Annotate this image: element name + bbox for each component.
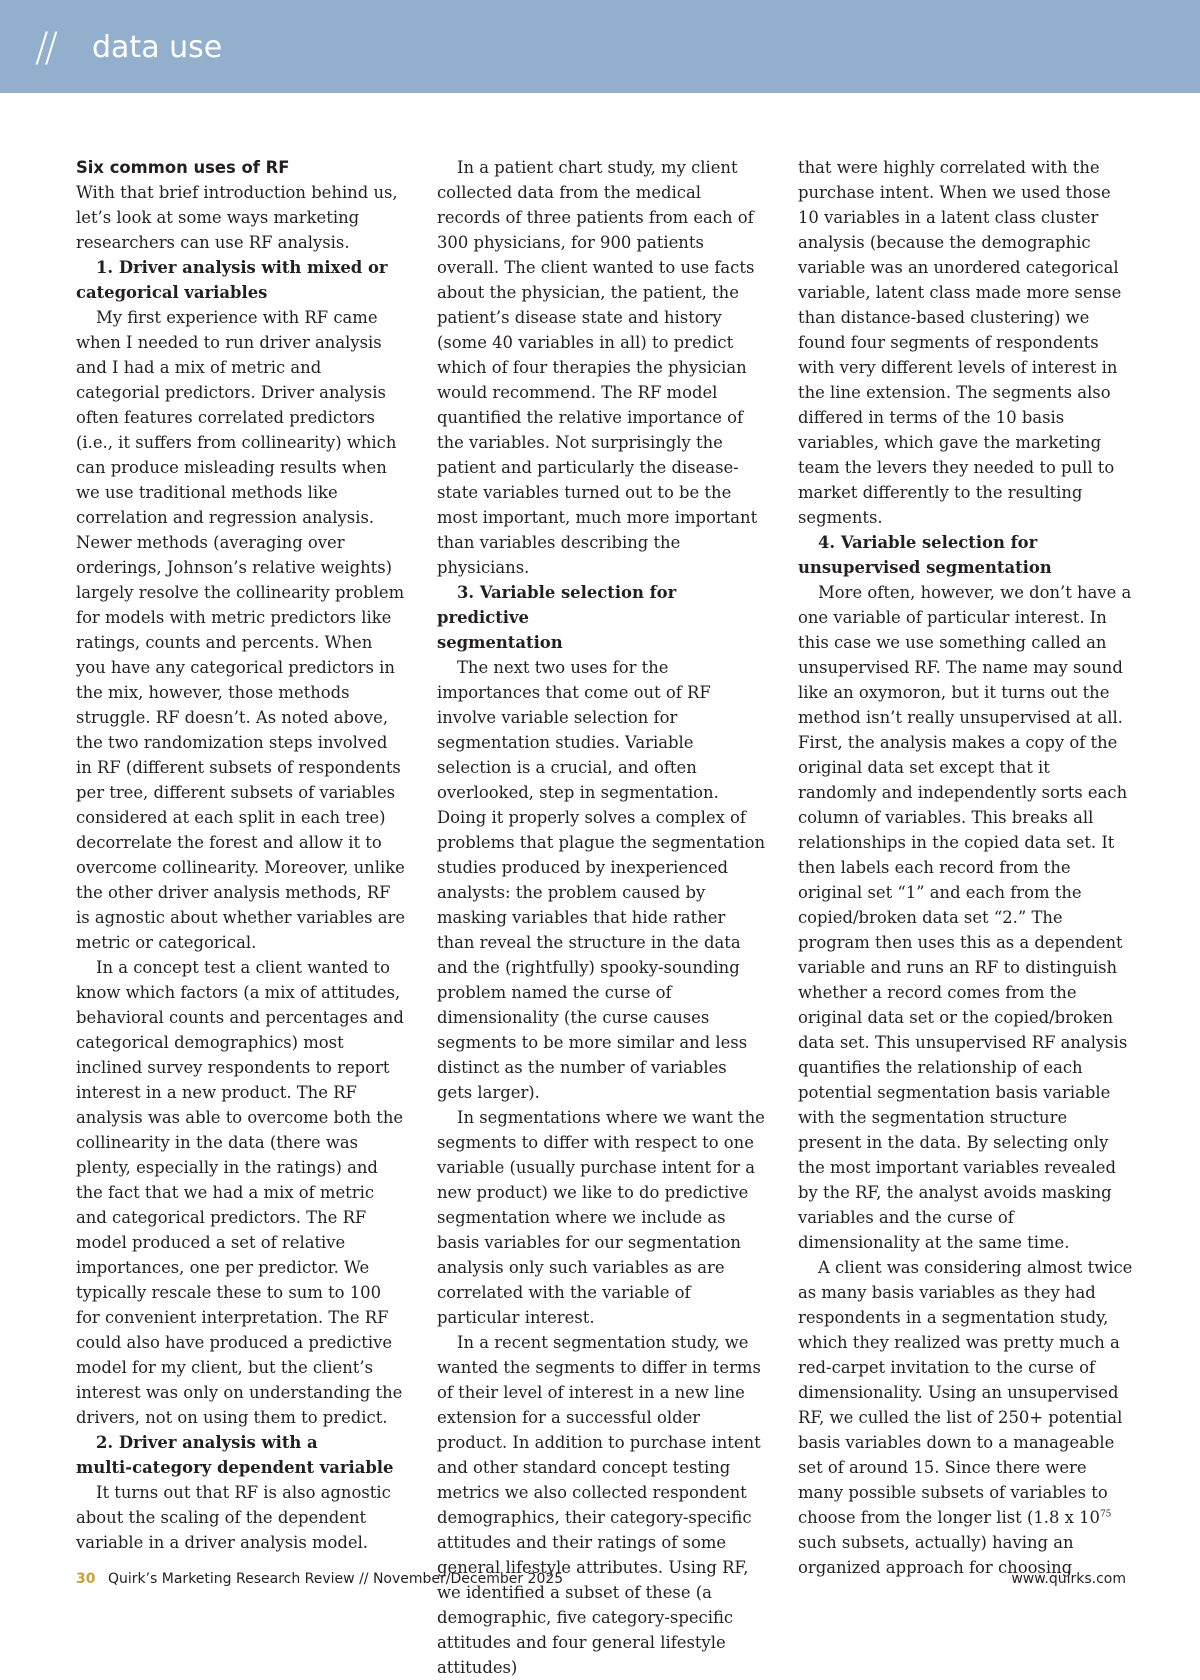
intro-paragraph: With that brief introduction behind us, let’s look at some ways marketing researchers can use RF analysis. [76, 183, 398, 252]
article-column-1 [76, 155, 406, 1555]
section-header-bar [0, 0, 1200, 93]
subheading-2-line2: multi-category dependent variable [76, 1458, 394, 1477]
publication-line: Quirk’s Marketing Research Review // November/December 2025 [107, 1571, 564, 1587]
paragraph: More often, however, we don’t have a one variable of particular interest. In this case we use something called an unsupervised RF. The name may sound like an oxymoron, but it turns out the method isn’t really unsupervised at all. First, the analysis makes a copy of the original data set except that it randomly and independently sorts each column of variables. This breaks all relationships in the copied data set. It then labels each record from the original set “1” and each from the copied/broken data set “2.” The program then uses this as a dependent variable and runs an RF to distinguish whether a record comes from the original data set or the copied/broken data set. This unsupervised RF analysis quantifies the relationship of each potential segmentation basis variable with the segmentation structure present in the data. By selecting only the most important variables revealed by the RF, the analyst avoids masking variables and the curse of dimensionality at the same time. [798, 583, 1132, 1252]
paragraph [798, 1255, 1133, 1580]
website-url: www.quirks.com [1011, 1571, 1126, 1587]
subheading-1-line1: 1. Driver analysis with mixed or [96, 258, 388, 277]
paragraph: In a patient chart study, my client collected data from the medical records of three patients from each of 300 physicians, for 900 patients overall. The client wanted to use facts about the physician, the patient, the patient’s disease state and history (some 40 variables in all) to predict which of four therapies the physician would recommend. The RF model quantified the relative importance of the variables. Not surprisingly the patient and particularly the disease-state variables turned out to be the most important, much more important than variables describing the physicians. [437, 158, 758, 577]
paragraph: It turns out that RF is also agnostic about the scaling of the dependent variable in a driver analysis model. [76, 1483, 391, 1552]
paragraph: In a concept test a client wanted to know which factors (a mix of attitudes, behavioral counts and percentages and categorical demographics) most inclined survey respondents to report interest in a new product. The RF analysis was able to overcome both the collinearity in the data (there was plenty, especially in the ratings) and the fact that we had a mix of metric and categorical predictors. The RF model produced a set of relative importances, one per predictor. We typically rescale these to sum to 100 for convenient interpretation. The RF could also have produced a predictive model for my client, but the client’s interest was only on understanding the drivers, not on using them to predict. [76, 958, 404, 1427]
exponent: 75 [1099, 1509, 1112, 1520]
subheading-1 [76, 255, 406, 280]
section-heading: Six common uses of RF [76, 158, 290, 177]
subheading-1-cont [76, 280, 406, 305]
subheading-4-line1: 4. Variable selection for [818, 533, 1038, 552]
paragraph: In a recent segmentation study, we wanted the segments to differ in terms of their level of interest in a new line extension for a successful older product. In addition to purchase intent and other standard concept testing metrics we also collected respondent demographics, their category-specific attitudes and their ratings of some general lifestyle attributes. Using RF, we identified a subset of these (a demographic, five category-specific attitudes and four general lifestyle attitudes) [437, 1333, 761, 1677]
article-column-2 [437, 155, 767, 1680]
subheading-3-line1: 3. Variable selection for predictive [437, 583, 677, 627]
subheading-2-cont [76, 1455, 406, 1480]
paragraph-text: such subsets, actually) having an organized approach for choosing [798, 1533, 1074, 1577]
subheading-4-cont [798, 555, 1133, 580]
paragraph: that were highly correlated with the purchase intent. When we used those 10 variables in a latent class cluster analysis (because the demographic variable was an unordered categorical variable, latent class made more sense than distance-based clustering) we found four segments of respondents with very different levels of interest in the line extension. The segments also differed in terms of the 10 basis variables, which gave the marketing team the levers they needed to pull to market differently to the resulting segments. [798, 158, 1122, 527]
paragraph: The next two uses for the importances that come out of RF involve variable selection for segmentation studies. Variable selection is a crucial, and often overlooked, step in segmentation. Doing it properly solves a complex of problems that plague the segmentation studies produced by inexperienced analysts: the problem caused by masking variables that hide rather than reveal the structure in the data and the (rightfully) spooky-sounding problem named the curse of dimensionality (the curse causes segments to be more similar and less distinct as the number of variables gets larger). [437, 658, 766, 1102]
header-slashes: // [35, 25, 54, 71]
paragraph: My first experience with RF came when I needed to run driver analysis and I had a mix of metric and categorial predictors. Driver analysis often features correlated predictors (i.e., it suffers from collinearity) which can produce misleading results when we use traditional methods like correlation and regression analysis. Newer methods (averaging over orderings, Johnson’s relative weights) largely resolve the collinearity problem for models with metric predictors like ratings, counts and percents. When you have any categorical predictors in the mix, however, those methods struggle. RF doesn’t. As noted above, the two randomization steps involved in RF (different subsets of respondents per tree, different subsets of variables considered at each split in each tree) decorrelate the forest and allow it to overcome collinearity. Moreover, unlike the other driver analysis methods, RF is agnostic about whether variables are metric or categorical. [76, 308, 406, 952]
subheading-4 [798, 530, 1133, 555]
subheading-3 [437, 580, 767, 630]
subheading-2-line1: 2. Driver analysis with a [96, 1433, 318, 1452]
page-number: 30 [76, 1571, 96, 1587]
section-title: data use [92, 30, 223, 65]
subheading-3-line2: segmentation [437, 633, 563, 652]
article-column-3 [798, 155, 1133, 1580]
subheading-3-cont [437, 630, 767, 655]
subheading-2 [76, 1430, 406, 1455]
subheading-1-line2: categorical variables [76, 283, 268, 302]
subheading-4-line2: unsupervised segmentation [798, 558, 1052, 577]
paragraph: In segmentations where we want the segments to differ with respect to one variable (usually purchase intent for a new product) we like to do predictive segmentation where we include as basis variables for our segmentation analysis only such variables as are correlated with the variable of particular interest. [437, 1108, 765, 1327]
page-footer [76, 1568, 1126, 1590]
paragraph-text: A client was considering almost twice as many basis variables as they had respondents in a segmentation study, which they realized was pretty much a red-carpet invitation to the curse of dimensionality. Using an unsupervised RF, we culled the list of 250+ potential basis variables down to a manageable set of around 15. Since there were many possible subsets of variables to choose from the longer list (1.8 x 10 [798, 1258, 1133, 1527]
